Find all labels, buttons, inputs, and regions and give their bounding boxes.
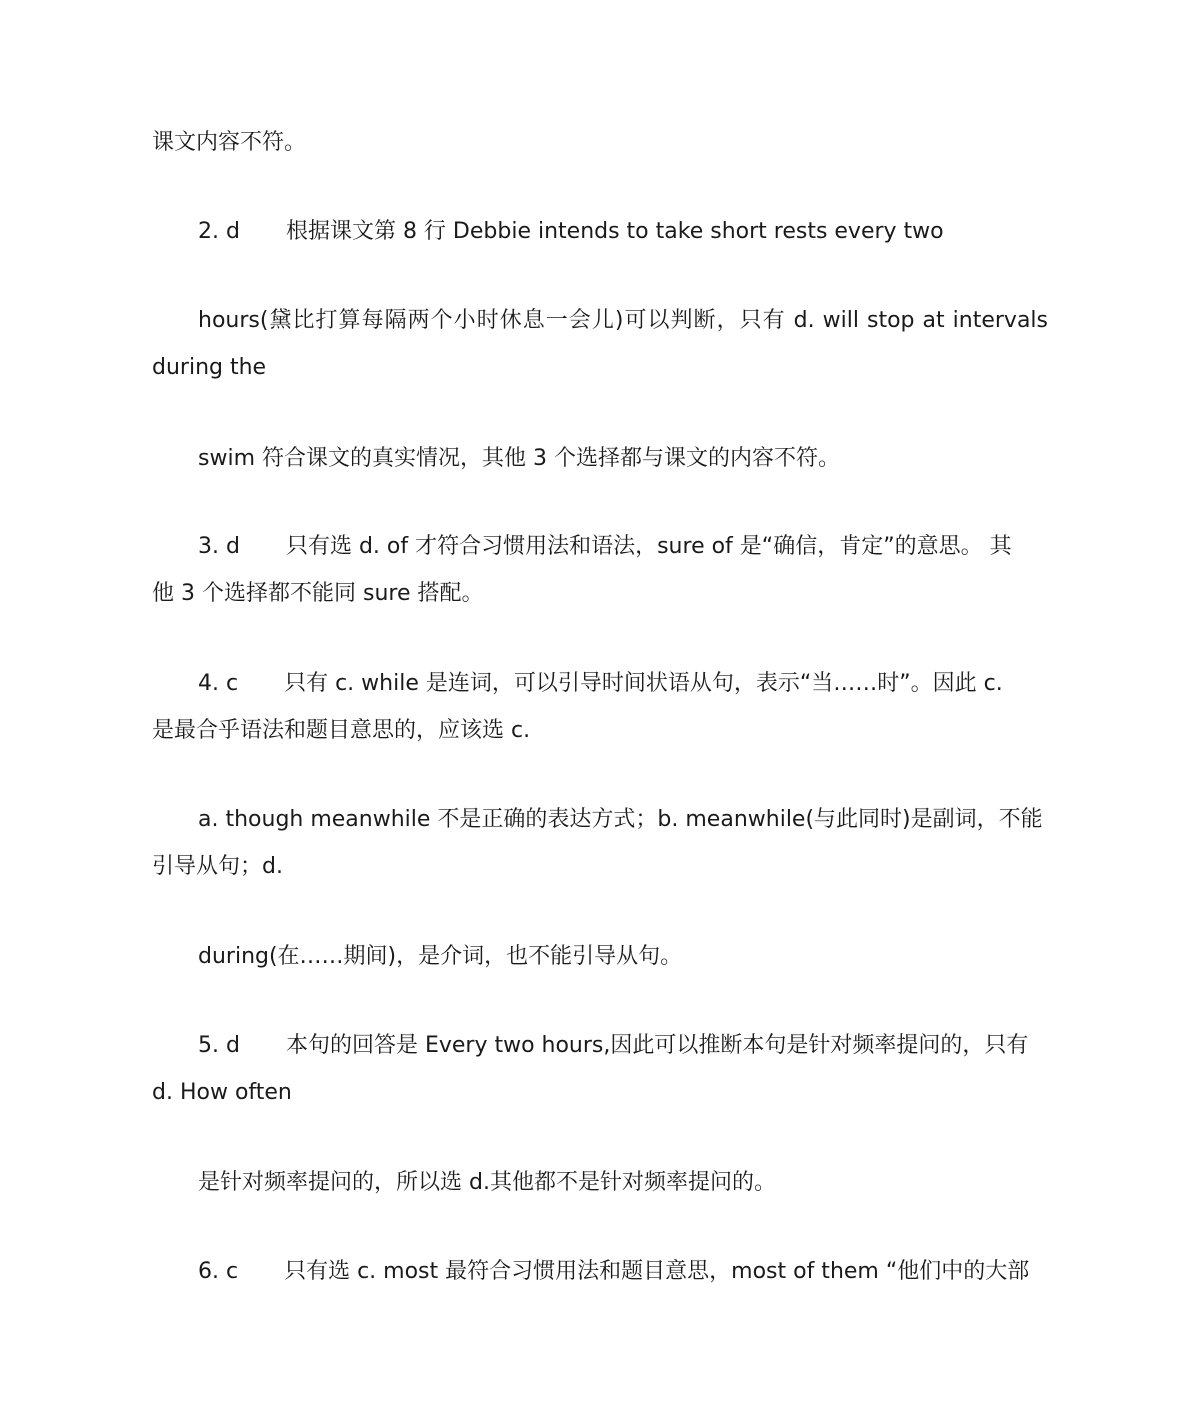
answer-explanation: 根据课文第 8 行 Debbie intends to take short rests every two <box>285 219 944 244</box>
answer-2-line <box>198 217 1048 247</box>
answer-number: 2. d <box>198 219 240 244</box>
line-text: during the <box>152 355 267 380</box>
text-line-14 <box>152 1078 1048 1108</box>
text-line-4 <box>152 353 1048 383</box>
answer-6-line <box>198 1257 1048 1287</box>
answer-number: 3. d <box>198 534 240 559</box>
answer-explanation: 只有选 c. most 最符合习惯用法和题目意思，most of them “他们中的大部 <box>284 1259 1030 1284</box>
text-line-15 <box>198 1168 1048 1198</box>
answer-number: 6. c <box>198 1259 239 1284</box>
text-line-7 <box>152 579 1048 609</box>
answer-number: 5. d <box>198 1033 240 1058</box>
line-text: d. How often <box>152 1080 292 1105</box>
text-line-1 <box>152 128 1048 158</box>
line-text: swim 符合课文的真实情况，其他 3 个选择都与课文的内容不符。 <box>198 446 840 471</box>
answer-explanation: 只有选 d. of 才符合习惯用法和语法，sure of 是“确信，肯定”的意思。 其 <box>285 534 1012 559</box>
answer-number: 4. c <box>198 671 239 696</box>
answer-explanation: 只有 c. while 是连词，可以引导时间状语从句，表示“当……时”。因此 c. <box>284 671 1003 696</box>
line-text: during(在……期间)，是介词，也不能引导从句。 <box>198 944 683 969</box>
line-text: 是最合乎语法和题目意思的，应该选 c. <box>152 718 531 743</box>
line-text: 课文内容不符。 <box>152 130 307 155</box>
text-line-10 <box>198 805 1048 835</box>
answer-explanation: 本句的回答是 Every two hours,因此可以推断本句是针对频率提问的，只有 <box>285 1033 1029 1058</box>
answer-3-line <box>198 532 1048 562</box>
line-text: 是针对频率提问的，所以选 d.其他都不是针对频率提问的。 <box>198 1170 776 1195</box>
answer-4-line <box>198 669 1048 699</box>
answer-5-line <box>198 1031 1048 1061</box>
text-line-3 <box>198 306 1048 336</box>
text-line-5 <box>198 444 1048 474</box>
line-text: 他 3 个选择都不能同 sure 搭配。 <box>152 581 484 606</box>
text-line-11 <box>152 852 1048 882</box>
line-text: a. though meanwhile 不是正确的表达方式；b. meanwhile(与此同时)是副词，不能 <box>198 807 1043 832</box>
line-text: hours(黛比打算每隔两个小时休息一会儿)可以判断，只有 d. will stop at intervals <box>198 308 1048 333</box>
text-line-9 <box>152 716 1048 746</box>
line-text: 引导从句；d. <box>152 854 283 879</box>
text-line-12 <box>198 942 1048 972</box>
